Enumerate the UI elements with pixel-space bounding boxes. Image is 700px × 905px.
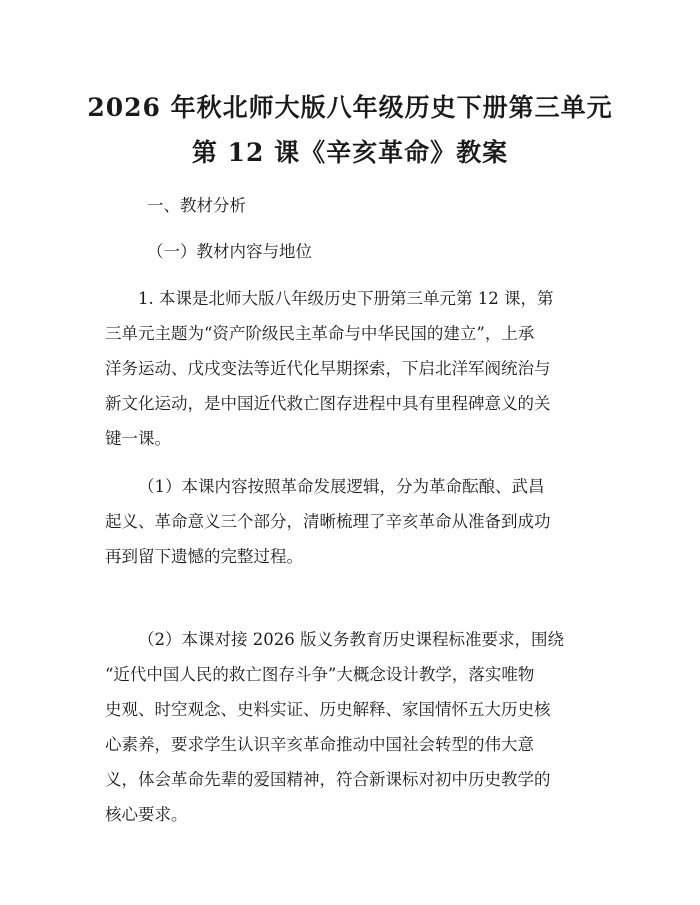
paragraph-line: 核心要求。 bbox=[105, 805, 188, 824]
subsection-heading: （一）教材内容与地位 bbox=[147, 242, 312, 261]
paragraph-3 bbox=[105, 622, 605, 832]
paragraph-line: 键一课。 bbox=[105, 429, 171, 448]
paragraph-line: 1. 本课是北师大版八年级历史下册第三单元第 12 课，第 bbox=[138, 289, 554, 308]
document-title-line-2: 第 12 课《辛亥革命》教案 bbox=[191, 138, 509, 167]
document-title-line-1: 2026 年秋北师大版八年级历史下册第三单元 bbox=[87, 93, 613, 122]
paragraph-line: “近代中国人民的救亡图存斗争”大概念设计教学，落实唯物 bbox=[105, 665, 535, 684]
section-heading: 一、教材分析 bbox=[147, 196, 246, 215]
paragraph-line: 新文化运动，是中国近代救亡图存进程中具有里程碑意义的关 bbox=[105, 394, 551, 413]
paragraph-line: （2）本课对接 2026 版义务教育历史课程标准要求，围绕 bbox=[138, 630, 564, 649]
paragraph-1 bbox=[105, 281, 605, 456]
paragraph-line: 三单元主题为“资产阶级民主革命与中华民国的建立”，上承 bbox=[105, 324, 535, 343]
paragraph-line: （1）本课内容按照革命发展逻辑，分为革命酝酿、武昌 bbox=[138, 477, 545, 496]
paragraph-line: 义，体会革命先辈的爱国精神，符合新课标对初中历史教学的 bbox=[105, 770, 551, 789]
paragraph-line: 史观、时空观念、史料实证、历史解释、家国情怀五大历史核 bbox=[105, 700, 551, 719]
paragraph-line: 起义、革命意义三个部分，清晰梳理了辛亥革命从准备到成功 bbox=[105, 512, 551, 531]
paragraph-2 bbox=[105, 469, 605, 574]
paragraph-line: 洋务运动、戊戌变法等近代化早期探索，下启北洋军阀统治与 bbox=[105, 359, 551, 378]
paragraph-line: 心素养，要求学生认识辛亥革命推动中国社会转型的伟大意 bbox=[105, 735, 534, 754]
paragraph-line: 再到留下遗憾的完整过程。 bbox=[105, 547, 303, 566]
